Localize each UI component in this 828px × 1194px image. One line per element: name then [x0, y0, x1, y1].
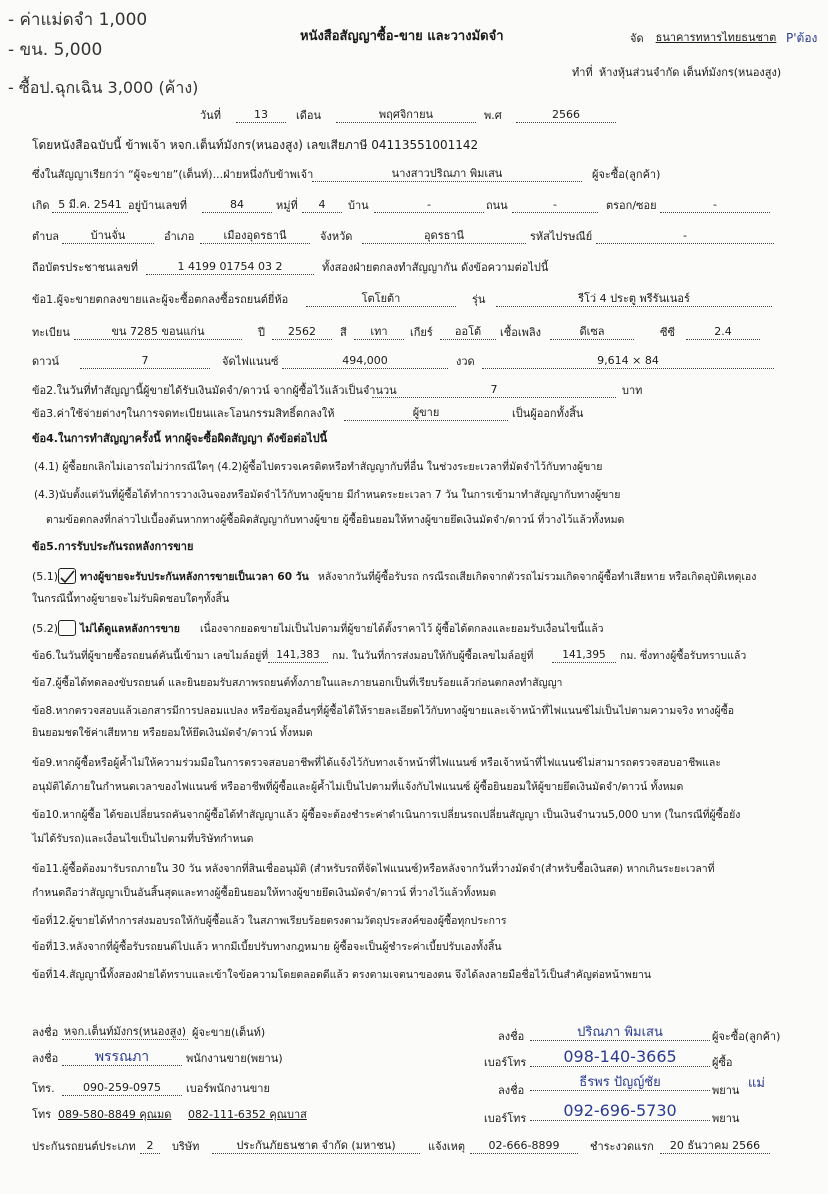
- witness-role: พยาน: [712, 1084, 740, 1097]
- made-at-label: จัด: [630, 32, 644, 45]
- plate-label: ทะเบียน: [32, 326, 70, 339]
- clause5-2-no: (5.2): [32, 622, 59, 635]
- house-value: 84: [202, 198, 272, 213]
- postcode-label: รหัสไปรษณีย์: [530, 230, 593, 243]
- clause11a: ข้อ11.ผู้ซื้อต้องมารับรถภายใน 30 วัน หลังจากที่สินเชื่ออนุมัติ (สำหรับรถที่จัดไฟแนนซ์)หรือหลังจากวันที่วางมัดจำ(สำหรับซื้อเงินสด) หากเกินระยะเวลาที่: [32, 863, 715, 875]
- buyer-phone-label: เบอร์โทร: [484, 1056, 527, 1069]
- clause3-text: ข้อ3.ค่าใช้จ่ายต่างๆในการจดทะเบียนและโอนกรรมสิทธิ์ตกลงให้: [32, 407, 335, 420]
- installment-value: 9,614 × 84: [482, 354, 774, 369]
- car-model: รีโว่ 4 ประตู พรีรันเนอร์: [496, 292, 772, 307]
- clause4-3b: ตามข้อตกลงที่กล่าวไปเบื้องต้นหากทางผู้ซื้อผิดสัญญากับทางผู้ขาย ผู้ซื้อยินยอมให้ทางผู้ขายยึดเงินมัดจำ/ดาวน์ ที่วางไว้แล้วทั้งหมด: [46, 514, 625, 526]
- id-card-post: ทั้งสองฝ่ายตกลงทำสัญญากัน ดังข้อความต่อไปนี้: [322, 261, 549, 274]
- road-value: -: [512, 198, 598, 213]
- id-card-label: ถือบัตรประชาชนเลขที่: [32, 261, 138, 274]
- finance-value: 494,000: [282, 354, 448, 369]
- witness-signature: ธีรพร ปัญญ์ชัย: [530, 1076, 710, 1091]
- made-at-extra: P'ต้อง: [786, 31, 818, 45]
- car-brand: โตโยต้า: [306, 292, 456, 307]
- down-label: ดาวน์: [32, 355, 60, 368]
- year-label: พ.ศ: [484, 109, 502, 122]
- staff-role: พนักงานขาย(พยาน): [186, 1052, 283, 1065]
- soi-value: -: [660, 198, 770, 213]
- province-label: จังหวัด: [320, 230, 353, 243]
- installment-label: งวด: [456, 355, 475, 368]
- notify-label: แจ้งเหตุ: [428, 1140, 466, 1153]
- insurance-type: 2: [140, 1139, 160, 1154]
- car-cc-label: ซีซี: [660, 326, 675, 339]
- year-value: 2566: [516, 108, 616, 123]
- clause5-1-rest: หลังจากวันที่ผู้ซื้อรับรถ กรณีรถเสียเกิดจากตัวรถไม่รวมเกิดจากผู้ซื้อทำเสียหาย หรือเกิดอุบัติเหตุเอง: [318, 571, 757, 583]
- car-color: เทา: [354, 325, 404, 340]
- handwritten-note-transfer: - ขน. 5,000: [8, 40, 103, 60]
- car-model-label: รุ่น: [472, 293, 486, 306]
- clause5-title: ข้อ5.การรับประกันรถหลังการขาย: [32, 540, 194, 553]
- notify-phone: 02-666-8899: [470, 1139, 578, 1154]
- moo-value: 4: [302, 198, 342, 213]
- clause2-text: ข้อ2.ในวันที่ทำสัญญานี้ผู้ขายได้รับเงินมัดจำ/ดาวน์ จากผู้ซื้อไว้แล้วเป็นจำนวน: [32, 384, 397, 397]
- witness-note: แม่: [748, 1076, 765, 1091]
- amphoe-value: เมืองอุดรธานี: [200, 229, 310, 244]
- clause14: ข้อที่14.สัญญานี้ทั้งสองฝ่ายได้ทราบและเข้าใจข้อความโดยตลอดดีแล้ว ตรงตามเจตนาของตน จึงได้ลงลายมือชื่อไว้เป็นสำคัญต่อหน้าพยาน: [32, 969, 652, 981]
- mileage-out: 141,395: [552, 648, 616, 663]
- buyer-phone: 098-140-3665: [530, 1050, 710, 1067]
- made-at-value: ธนาคารทหารไทยธนชาต: [655, 31, 777, 44]
- car-plate: ขน 7285 ขอนแก่น: [74, 325, 242, 340]
- address-value: ห้างหุ้นส่วนจำกัด เต็นท์มังกร(หนองสูง): [599, 66, 782, 79]
- seller-role: ผู้จะขาย(เต็นท์): [192, 1026, 266, 1039]
- village-label: บ้าน: [348, 199, 369, 212]
- car-gear-label: เกียร์: [410, 326, 433, 339]
- clause9b: อนุมัติได้ภายในกำหนดเวลาของไฟแนนซ์ หรืออาชีพที่ผู้ซื้อและผู้ค้ำไม่เป็นไปตามที่แจ้งกับไฟแนนซ์ ผู้ซื้อยินยอมให้ผู้ขายยึดเงินมัดจำ/ดาวน์ ทั้งหมด: [32, 781, 684, 793]
- clause3-post: เป็นผู้ออกทั้งสิ้น: [512, 407, 584, 420]
- staff-phone-note: เบอร์พนักงานขาย: [186, 1082, 270, 1095]
- village-value: -: [374, 198, 484, 213]
- road-label: ถนน: [486, 199, 508, 212]
- clause5-2-rest: เนื่องจากยอดขายไม่เป็นไปตามที่ผู้ขายได้ตั้งราคาไว้ ผู้ซื้อได้ตกลงและยอมรับเงื่อนไขนี้แล้ว: [200, 623, 604, 635]
- buyer-sign-role: ผู้จะซื้อ(ลูกค้า): [712, 1030, 781, 1043]
- finance-label: จัดไฟแนนซ์: [222, 355, 279, 368]
- clause5-2-bold: ไม่ได้ดูแลหลังการขาย: [80, 623, 180, 635]
- clause5-1b: ในกรณีนี้ทางผู้ขายจะไม่รับผิดชอบใดๆทั้งสิ้น: [32, 593, 230, 605]
- contact-1: 089-580-8849 คุณมด: [58, 1108, 172, 1121]
- car-year-label: ปี: [258, 326, 265, 339]
- clause4-1: (4.1) ผู้ซื้อยกเลิกไม่เอารถไม่ว่ากรณีใดๆ (4.2)ผู้ซื้อไปตรวจเครดิตหรือทำสัญญากับที่อื่น ในช่วงระยะเวลาที่มัดจำไว้กับทางผู้ขาย: [34, 461, 603, 473]
- no-after-sales-checkbox[interactable]: [58, 620, 76, 636]
- handwritten-note-insurance: - ซื้อป.ฉุกเฉิน 3,000 (ค้าง): [8, 78, 199, 97]
- staff-phone-label: โทร.: [32, 1082, 55, 1095]
- address-label: ทำที่: [572, 66, 593, 79]
- province-value: อุดรธานี: [362, 229, 526, 244]
- seller-name: หจก.เต็นท์มังกร(หนองสูง): [63, 1025, 187, 1038]
- month-value: พฤศจิกายน: [336, 108, 476, 123]
- checkmark-icon: [59, 570, 75, 584]
- clause12: ข้อที่12.ผู้ขายได้ทำการส่งมอบรถให้กับผู้ซื้อแล้ว ในสภาพเรียบร้อยตรงตามวัตถุประสงค์ของผู้ซื้อทุกประการ: [32, 915, 507, 927]
- postcode-value: -: [596, 229, 774, 244]
- clause8b: ยินยอมชดใช้ค่าเสียหาย หรือยอมให้ยึดเงินมัดจำ/ดาวน์ ทั้งหมด: [32, 727, 313, 739]
- id-card-value: 1 4199 01754 03 2: [146, 260, 314, 275]
- clause4-3a: (4.3)นับตั้งแต่วันที่ผู้ซื้อได้ทำการวางเงินจองหรือมัดจำไว้กับทางผู้ขาย มีกำหนดระยะเวลา 7 วัน ในการเข้ามาทำสัญญากับทางผู้ขาย: [34, 489, 621, 501]
- clause4-title: ข้อ4.ในการทำสัญญาครั้งนี้ หากผู้จะซื้อผิดสัญญา ดังข้อต่อไปนี้: [32, 432, 328, 445]
- insurance-company: ประกันภัยธนชาต จำกัด (มหาชน): [212, 1139, 420, 1154]
- tambon-label: ตำบล: [32, 230, 60, 243]
- amphoe-label: อำเภอ: [164, 230, 195, 243]
- tambon-value: บ้านจั่น: [62, 229, 154, 244]
- clause10b: ไม่ได้รับรถ)และเงื่อนไขเป็นไปตามที่บริษัทกำหนด: [32, 833, 254, 845]
- clause6-post: กม. ซึ่งทางผู้ซื้อรับทราบแล้ว: [620, 650, 747, 662]
- soi-label: ตรอก/ซอย: [606, 199, 657, 212]
- clause6-pre: ข้อ6.ในวันที่ผู้ขายซื้อรถยนต์คันนี้เข้ามา เลขไมล์อยู่ที่: [32, 650, 269, 662]
- down-value: 7: [80, 354, 210, 369]
- born-label: เกิด: [32, 199, 50, 212]
- buyer-phone-role: ผู้ซื้อ: [712, 1056, 733, 1069]
- car-fuel-label: เชื้อเพลิง: [500, 326, 541, 339]
- clause1-label: ข้อ1.ผู้จะขายตกลงขายและผู้จะซื้อตกลงซื้อรถยนต์ยี่ห้อ: [32, 293, 289, 306]
- car-year: 2562: [272, 325, 332, 340]
- buyer-signature: ปริณภา พิมเสน: [530, 1026, 710, 1041]
- insurance-company-label: บริษัท: [172, 1140, 200, 1153]
- clause11b: กำหนดถือว่าสัญญาเป็นอันสิ้นสุดและทางผู้ซื้อยินยอมให้ทางผู้ขายยึดเงินมัดจำ/ดาวน์ ที่วางไว้แล้วทั้งหมด: [32, 887, 497, 899]
- clause10a: ข้อ10.หากผู้ซื้อ ได้ขอเปลี่ยนรถคันจากผู้ซื้อได้ทำสัญญาแล้ว ผู้ซื้อจะต้องชำระค่าดำเนินการเปลี่ยนรถเปลี่ยนสัญญา เป็นเงินจำนวน5,000 บาท (ในกรณีที่ผู้ซื้อยัง: [32, 809, 741, 821]
- car-cc: 2.4: [686, 325, 760, 340]
- staff-signature: พรรณภา: [62, 1050, 182, 1066]
- clause9a: ข้อ9.หากผู้ซื้อหรือผู้ค้ำไม่ให้ความร่วมมือในการตรวจสอบอาชีพที่ได้แจ้งไว้กับทางเจ้าหน้าที่ไฟแนนซ์ หรือเจ้าหน้าที่ไฟแนนซ์ไม่สามารถตรวจสอบอาชีพและ: [32, 757, 721, 769]
- contact-phone-label: โทร: [32, 1108, 52, 1121]
- witness-sign-label: ลงชื่อ: [498, 1084, 525, 1097]
- contact-2: 082-111-6352 คุณบาส: [188, 1108, 307, 1121]
- staff-phone: 090-259-0975: [62, 1081, 182, 1096]
- document-title: หนังสือสัญญาซื้อ-ขาย และวางมัดจำ: [300, 29, 504, 44]
- warranty-60-days-checkbox[interactable]: [58, 568, 76, 584]
- clause2-unit: บาท: [622, 384, 643, 397]
- witness-phone-label: เบอร์โทร: [484, 1112, 527, 1125]
- contract-intro: โดยหนังสือฉบับนี้ ข้าพเจ้า หจก.เต็นท์มังกร(หนองสูง) เลขเสียภาษี 04113551001142: [32, 138, 479, 152]
- moo-label: หมู่ที่: [276, 199, 298, 212]
- first-pay-label: ชำระงวดแรก: [590, 1140, 654, 1153]
- clause5-1-bold: ทางผู้ขายจะรับประกันหลังการขายเป็นเวลา 60 วัน: [80, 571, 309, 583]
- car-gear: ออโต้: [440, 325, 496, 340]
- buyer-name: นางสาวปริณภา พิมเสน: [312, 167, 582, 182]
- clause7: ข้อ7.ผู้ซื้อได้ทดลองขับรถยนต์ และยินยอมรับสภาพรถยนต์ทั้งภายในและภายนอกเป็นที่เรียบร้อยแล้วก่อนตกลงทำสัญญา: [32, 677, 563, 689]
- witness-phone: 092-696-5730: [530, 1104, 710, 1121]
- handwritten-note-deposit: - ค่าแม่ดจำ 1,000: [8, 10, 148, 30]
- month-label: เดือน: [296, 109, 322, 122]
- staff-sign-label: ลงชื่อ: [32, 1052, 59, 1065]
- clause8a: ข้อ8.หากตรวจสอบแล้วเอกสารมีการปลอมแปลง หรือข้อมูลอื่นๆที่ผู้ซื้อได้ให้รายละเอียดไว้กับทางผู้ขายและเจ้าหน้าที่ไฟแนนซ์ไม่เป็นไปตามความจริง ทางผู้ซื้อ: [32, 705, 735, 717]
- clause5-1-no: (5.1): [32, 570, 59, 583]
- clause2-amount: 7: [372, 383, 616, 398]
- clause13: ข้อที่13.หลังจากที่ผู้ซื้อรับรถยนต์ไปแล้ว หากมีเบี้ยปรับทางกฎหมาย ผู้ซื้อจะเป็นผู้ชำระค่าเบี้ยปรับเองทั้งสิ้น: [32, 941, 502, 953]
- buyer-role-label: ผู้จะซื้อ(ลูกค้า): [592, 168, 661, 181]
- insurance-type-label: ประกันรถยนต์ประเภท: [32, 1140, 136, 1153]
- clause3-value: ผู้ขาย: [344, 406, 508, 421]
- first-pay-date: 20 ธันวาคม 2566: [660, 1139, 770, 1154]
- car-fuel: ดีเซล: [550, 325, 634, 340]
- seller-sign-label: ลงชื่อ: [32, 1026, 59, 1039]
- born-value: 5 มี.ค. 2541: [52, 198, 128, 213]
- car-color-label: สี: [340, 326, 347, 339]
- mileage-in: 141,383: [268, 648, 328, 663]
- house-label: อยู่บ้านเลขที่: [128, 199, 188, 212]
- witness-phone-role: พยาน: [712, 1112, 740, 1125]
- buyer-sign-label: ลงชื่อ: [498, 1030, 525, 1043]
- day-value: 13: [236, 108, 286, 123]
- clause6-mid: กม. ในวันที่การส่งมอบให้กับผู้ซื้อเลขไมล์อยู่ที่: [332, 650, 534, 662]
- day-label: วันที่: [200, 109, 221, 122]
- parties-line-pre: ซึ่งในสัญญาเรียกว่า “ผู้จะขาย”(เต็นท์)...ฝ่ายหนึ่งกับข้าพเจ้า: [32, 168, 314, 181]
